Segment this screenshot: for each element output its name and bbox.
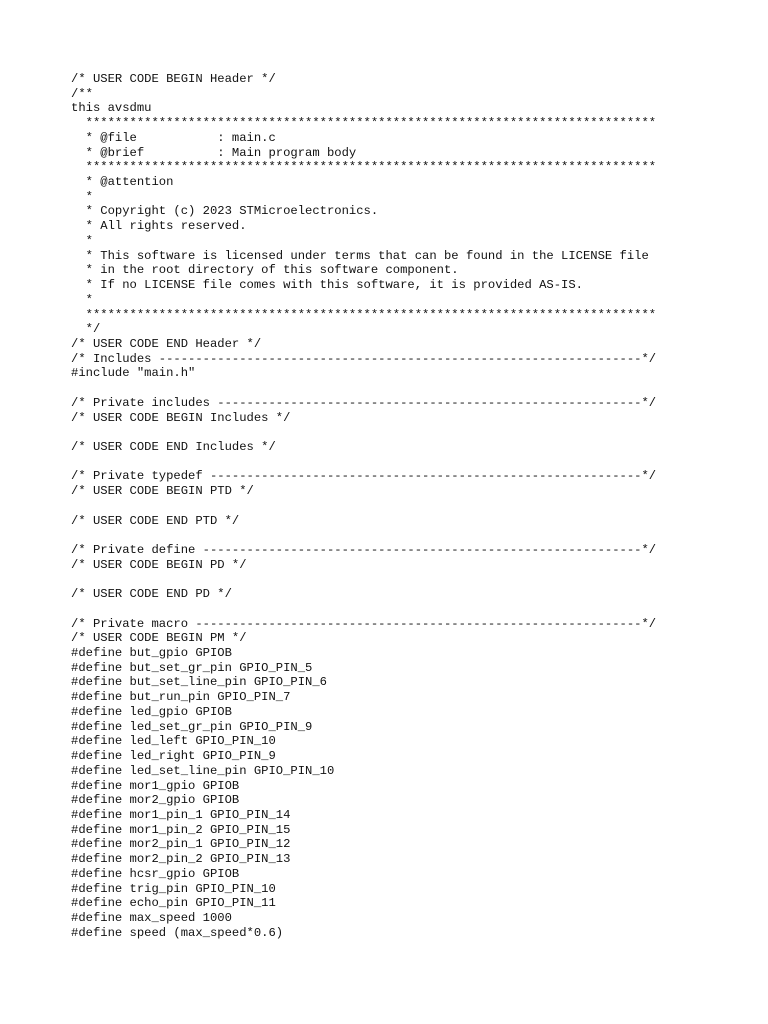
- code-line: [71, 602, 656, 617]
- code-line: #define but_set_gr_pin GPIO_PIN_5: [71, 660, 313, 675]
- code-line: * in the root directory of this software component.: [71, 263, 459, 278]
- code-line: #define led_set_gr_pin GPIO_PIN_9: [71, 719, 313, 734]
- code-line: #define led_left GPIO_PIN_10: [71, 734, 276, 749]
- code-line: #define speed (max_speed*0.6): [71, 925, 284, 940]
- code-line: [71, 381, 656, 396]
- code-line: /* Includes ------------------------------------------------------------------*/: [71, 351, 657, 366]
- code-line: this avsdmu: [71, 101, 152, 116]
- code-line: /**: [71, 86, 93, 101]
- code-line: #define mor2_pin_2 GPIO_PIN_13: [71, 852, 291, 867]
- code-line: #define but_gpio GPIOB: [71, 646, 232, 661]
- code-line: * @attention: [71, 175, 174, 190]
- code-line: */: [71, 322, 101, 337]
- code-line: #include "main.h": [71, 366, 196, 381]
- code-line: /* USER CODE BEGIN Includes */: [71, 410, 291, 425]
- code-line: #define led_gpio GPIOB: [71, 704, 232, 719]
- code-line: #define mor1_gpio GPIOB: [71, 778, 240, 793]
- code-listing: [71, 72, 656, 940]
- code-line: #define hcsr_gpio GPIOB: [71, 866, 240, 881]
- code-line: /* USER CODE END PTD */: [71, 513, 240, 528]
- code-line: * If no LICENSE file comes with this software, it is provided AS-IS.: [71, 278, 583, 293]
- code-line: #define max_speed 1000: [71, 910, 232, 925]
- code-line: ******************************************************************************: [71, 160, 657, 175]
- code-line: /* USER CODE BEGIN PTD */: [71, 484, 254, 499]
- code-line: *: [71, 292, 93, 307]
- code-line: #define but_run_pin GPIO_PIN_7: [71, 690, 291, 705]
- code-line: #define echo_pin GPIO_PIN_11: [71, 896, 276, 911]
- code-line: #define mor1_pin_1 GPIO_PIN_14: [71, 807, 291, 822]
- code-line: * All rights reserved.: [71, 219, 247, 234]
- code-line: [71, 528, 656, 543]
- code-line: [71, 572, 656, 587]
- code-line: /* USER CODE END Header */: [71, 336, 262, 351]
- code-line: #define led_set_line_pin GPIO_PIN_10: [71, 763, 335, 778]
- code-line: /* Private typedef -----------------------------------------------------------*/: [71, 469, 657, 484]
- code-line: * Copyright (c) 2023 STMicroelectronics.: [71, 204, 379, 219]
- code-line: ******************************************************************************: [71, 116, 657, 131]
- code-line: *: [71, 233, 93, 248]
- code-line: #define but_set_line_pin GPIO_PIN_6: [71, 675, 327, 690]
- code-line: /* Private define ------------------------------------------------------------*/: [71, 543, 657, 557]
- code-line: /* Private macro -------------------------------------------------------------*/: [71, 616, 657, 631]
- code-line: [71, 455, 656, 470]
- code-line: [71, 499, 656, 514]
- code-line: /* USER CODE BEGIN Header */: [71, 72, 276, 86]
- code-line: /* Private includes ----------------------------------------------------------*/: [71, 395, 657, 410]
- code-line: ******************************************************************************: [71, 307, 657, 322]
- code-line: #define mor2_gpio GPIOB: [71, 793, 240, 808]
- code-line: * @file : main.c: [71, 130, 276, 145]
- code-line: * This software is licensed under terms that can be found in the LICENSE file: [71, 248, 649, 263]
- code-line: /* USER CODE BEGIN PM */: [71, 631, 247, 646]
- code-line: #define mor1_pin_2 GPIO_PIN_15: [71, 822, 291, 837]
- code-line: #define mor2_pin_1 GPIO_PIN_12: [71, 837, 291, 852]
- code-line: /* USER CODE BEGIN PD */: [71, 557, 247, 572]
- code-line: /* USER CODE END Includes */: [71, 439, 276, 454]
- code-line: #define led_right GPIO_PIN_9: [71, 749, 276, 764]
- code-line: #define trig_pin GPIO_PIN_10: [71, 881, 276, 896]
- code-line: *: [71, 189, 93, 204]
- code-line: * @brief : Main program body: [71, 145, 357, 160]
- code-line: [71, 425, 656, 440]
- code-line: /* USER CODE END PD */: [71, 587, 232, 602]
